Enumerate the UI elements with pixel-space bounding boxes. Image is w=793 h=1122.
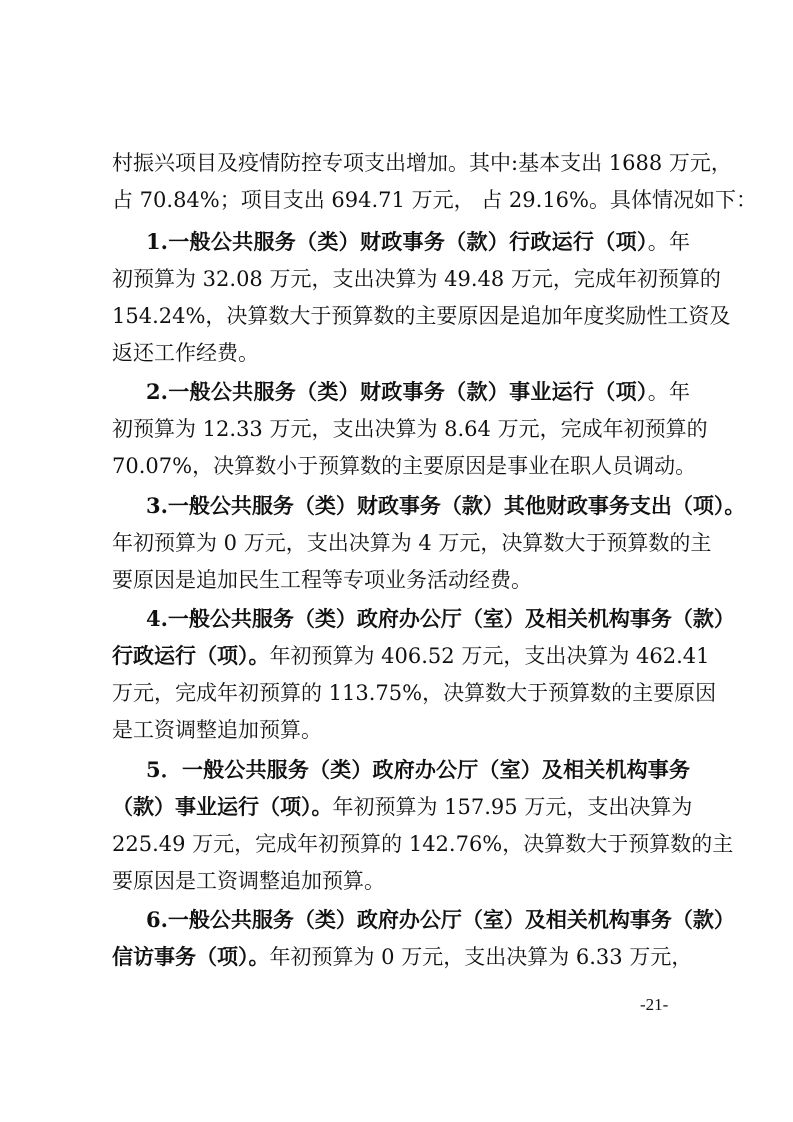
paragraph-line: 初预算为 12.33 万元，支出决算为 8.64 万元，完成年初预算的 [112, 417, 708, 441]
item-5-heading-line [146, 754, 690, 786]
item-heading: 2.一般公共服务（类）财政事务（款）事业运行（项） [146, 379, 648, 404]
paragraph-line: 要原因是工资调整追加预算。 [112, 869, 385, 893]
paragraph-line: 要原因是追加民生工程等专项业务活动经费。 [112, 568, 532, 592]
item-heading: 5．一般公共服务（类）政府办公厅（室）及相关机构事务 [146, 757, 690, 782]
paragraph-line: 信访事务（项）。年初预算为 0 万元，支出决算为 6.33 万元， [112, 944, 693, 969]
item-1-heading-line: 1.一般公共服务（类）财政事务（款）行政运行（项）。年 [146, 229, 691, 254]
paragraph-line: 村振兴项目及疫情防控专项支出增加。其中:基本支出 1688 万元， [112, 151, 732, 175]
paragraph-line: 返还工作经费。 [112, 341, 259, 365]
paragraph-line: 行政运行（项）。年初预算为 406.52 万元，支出决算为 462.41 [112, 643, 710, 668]
item-heading-continued: （款）事业运行（项）。 [112, 794, 333, 819]
paragraph-line: 万元，完成年初预算的 113.75%，决算数大于预算数的主要原因 [112, 681, 717, 705]
paragraph-line: 初预算为 32.08 万元，支出决算为 49.48 万元，完成年初预算的 [112, 267, 721, 291]
item-heading: 3.一般公共服务（类）财政事务（款）其他财政事务支出（项）。 [146, 493, 746, 518]
item-heading: 1.一般公共服务（类）财政事务（款）行政运行（项） [146, 229, 648, 254]
item-6-heading-line [146, 904, 735, 936]
item-heading-continued: 行政运行（项）。 [112, 643, 270, 668]
item-3-heading-line [146, 490, 746, 522]
paragraph-line: 70.07%，决算数小于预算数的主要原因是事业在职人员调动。 [112, 454, 697, 478]
item-heading: 4.一般公共服务（类）政府办公厅（室）及相关机构事务（款） [146, 606, 735, 631]
item-heading: 6.一般公共服务（类）政府办公厅（室）及相关机构事务（款） [146, 907, 735, 932]
paragraph-line: （款）事业运行（项）。年初预算为 157.95 万元，支出决算为 [112, 794, 693, 819]
item-2-heading-line: 2.一般公共服务（类）财政事务（款）事业运行（项）。年 [146, 379, 691, 404]
paragraph-line: 年初预算为 0 万元，支出决算为 4 万元，决算数大于预算数的主 [112, 531, 712, 555]
paragraph-line: 225.49 万元，完成年初预算的 142.76%，决算数大于预算数的主 [112, 832, 734, 856]
page-number: -21- [640, 995, 669, 1014]
paragraph-line: 154.24%，决算数大于预算数的主要原因是追加年度奖励性工资及 [112, 304, 731, 328]
item-heading-continued: 信访事务（项）。 [112, 944, 270, 969]
paragraph-line: 是工资调整追加预算。 [112, 718, 322, 742]
item-4-heading-line [146, 603, 735, 635]
paragraph-line: 占 70.84%；项目支出 694.71 万元， 占 29.16%。具体情况如下： [112, 188, 757, 212]
